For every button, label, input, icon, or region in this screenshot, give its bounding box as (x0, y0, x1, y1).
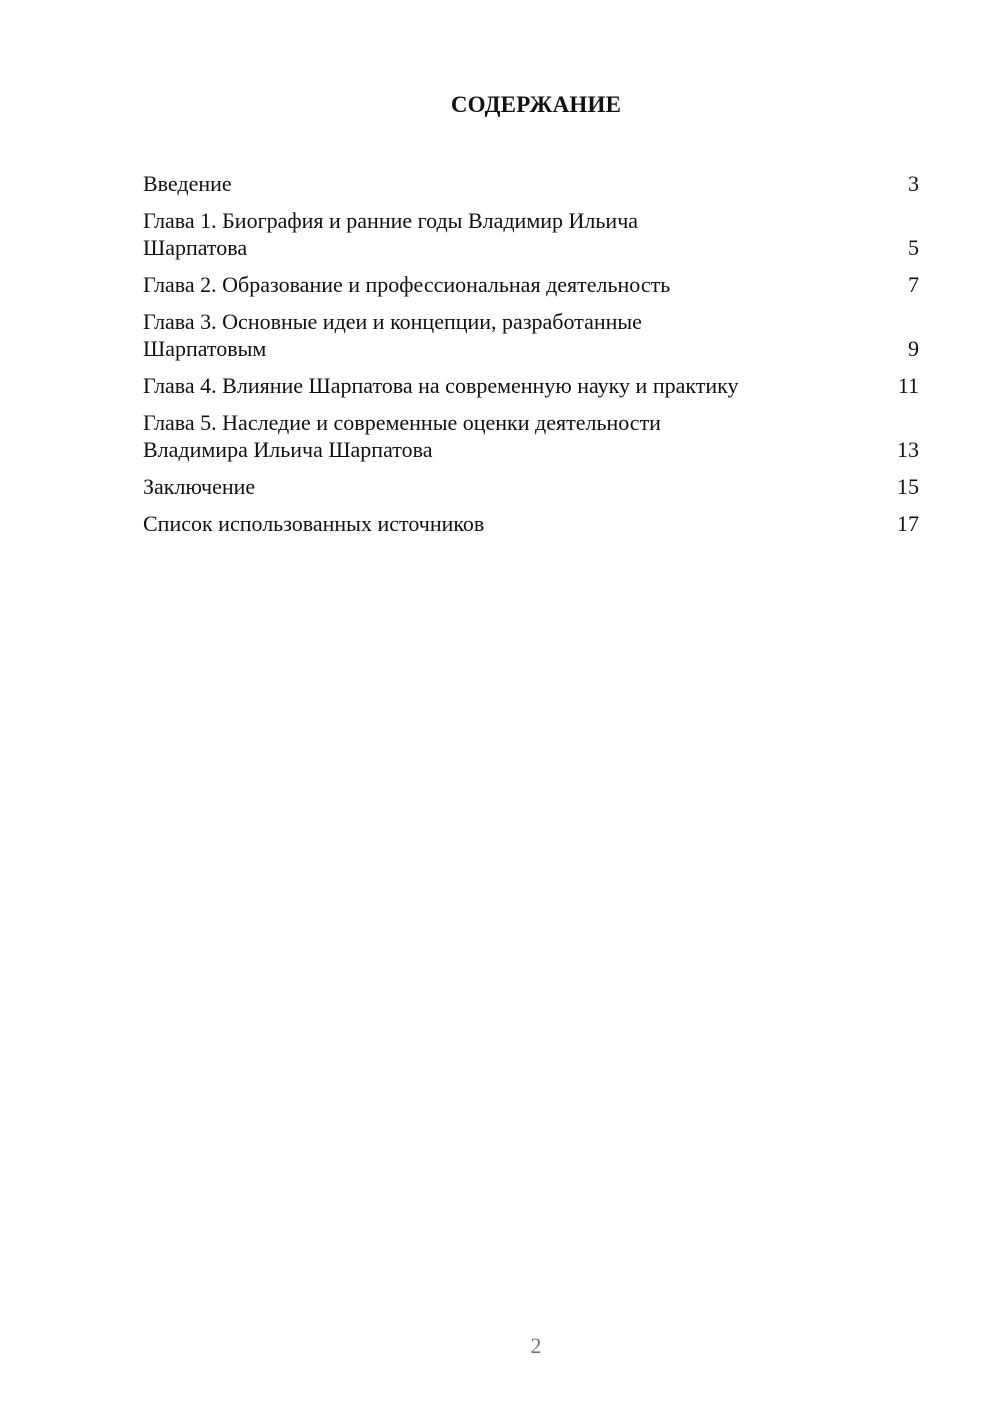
toc-entry-line: Шарпатовым (143, 336, 267, 361)
toc-entry-text (143, 409, 919, 463)
toc-entry-text (143, 308, 919, 362)
toc-entry-text: Заключение (143, 474, 256, 499)
toc-entry-chapter-2 (143, 271, 919, 298)
toc-entry-text: Глава 4. Влияние Шарпатова на современную науку и практику (143, 373, 739, 398)
toc-entry-page: 3 (908, 171, 919, 196)
toc-entry-line: Глава 5. Наследие и современные оценки деятельности (143, 410, 661, 435)
toc-entry-page: 11 (897, 373, 919, 398)
toc-entry-line: Глава 1. Биография и ранние годы Владимир Ильича (143, 208, 639, 233)
toc-entry-chapter-5 (143, 409, 919, 463)
toc-entry-chapter-1 (143, 207, 919, 261)
toc-entry-page: 9 (908, 336, 919, 361)
toc-entry-line: Глава 3. Основные идеи и концепции, разработанные (143, 309, 642, 334)
toc-entry-conclusion (143, 473, 919, 500)
toc-entry-page: 5 (908, 235, 919, 260)
page-title: СОДЕРЖАНИЕ (450, 92, 622, 117)
toc-entry-introduction (143, 170, 919, 197)
toc-entry-line: Владимира Ильича Шарпатова (143, 437, 433, 462)
toc-entry-page: 7 (908, 272, 919, 297)
toc-entry-chapter-3 (143, 308, 919, 362)
toc-entry-page: 17 (897, 511, 919, 536)
toc-entry-page: 15 (897, 474, 919, 499)
toc-entry-references (143, 510, 919, 537)
toc-entry-chapter-4 (143, 372, 919, 399)
toc-entry-text (143, 207, 919, 261)
toc-entry-line: Шарпатова (143, 235, 248, 260)
toc-entry-text: Введение (143, 171, 232, 196)
toc-entry-text: Глава 2. Образование и профессиональная деятельность (143, 272, 671, 297)
table-of-contents (143, 170, 919, 547)
toc-entry-page: 13 (897, 437, 919, 462)
toc-entry-text: Список использованных источников (143, 511, 485, 536)
page-number: 2 (530, 1333, 542, 1358)
